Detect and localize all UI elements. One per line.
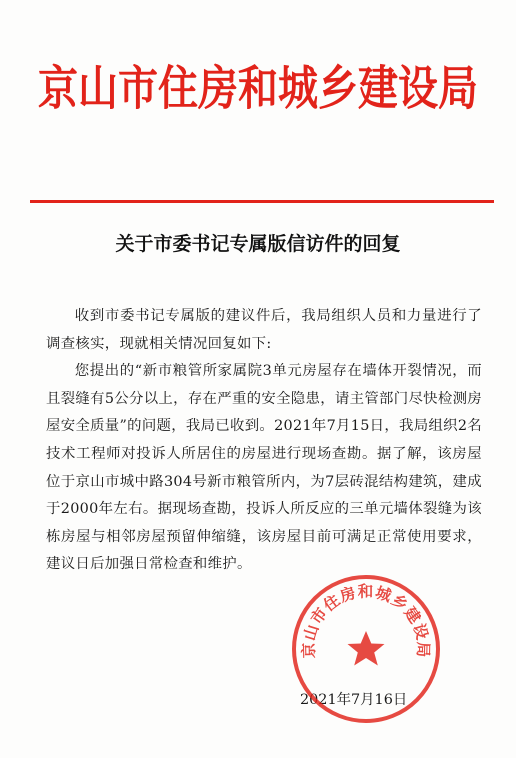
body-paragraph-2: 您提出的“新市粮管所家属院3单元房屋存在墙体开裂情况，而且裂缝有5公分以上，存在严重的安全隐患，请主管部门尽快检测房屋安全质量”的问题，我局已收到。2021年7月15日，我局组织2名技术工程师对投诉人所居住的房屋进行现场查勘。据了解，该房屋位于京山市城中路304号新市粮管所内，为7层砖混结构建筑，建成于2000年左右。据现场查勘，投诉人所反应的三单元墙体裂缝为该栋房屋与相邻房屋预留伸缩缝，该房屋目前可满足正常使用要求，建议日后加强日常检查和维护。	[46, 363, 482, 573]
seal-text-path: 京山市住房和城乡建设局	[299, 582, 433, 659]
document-body	[46, 303, 482, 579]
document-date: 2021年7月16日	[300, 692, 408, 708]
body-paragraph-1: 收到市委书记专属版的建议件后，我局组织人员和力量进行了调查核实，现就相关情况回复如下:	[46, 308, 482, 352]
letterhead-org-name: 京山市住房和城乡建设局	[38, 60, 478, 117]
seal-star-icon	[348, 631, 385, 666]
letterhead-red-rule	[30, 200, 494, 203]
seal-text	[299, 582, 432, 659]
document-title: 关于市委书记专属版信访件的回复	[115, 233, 401, 255]
